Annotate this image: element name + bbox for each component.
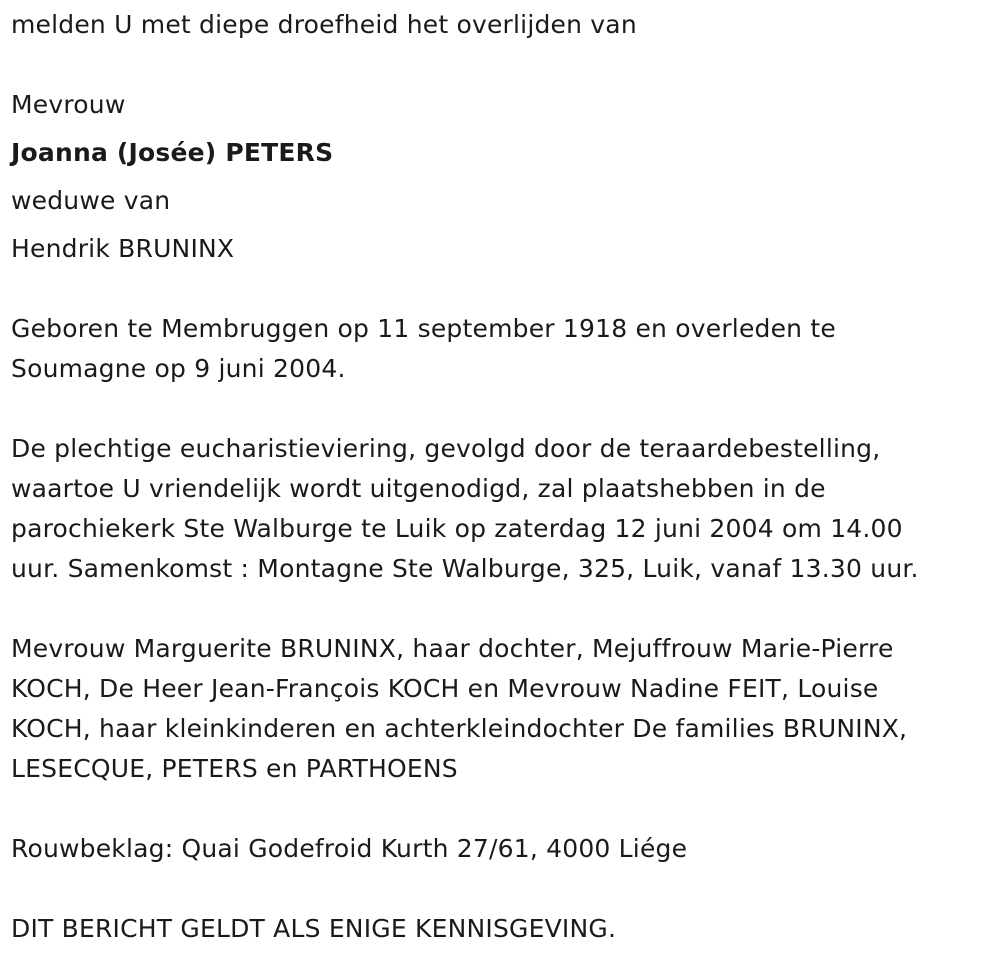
ceremony-line-3: parochiekerk Ste Walburge te Luik op zaterdag 12 juni 2004 om 14.00 <box>11 514 903 543</box>
birth-death-line-2: Soumagne op 9 juni 2004. <box>11 354 346 383</box>
deceased-name: Joanna (Josée) PETERS <box>11 138 334 167</box>
birth-death-line-1: Geboren te Membruggen op 11 september 1918 en overleden te <box>11 314 836 343</box>
intro-text: melden U met diepe droefheid het overlijden van <box>11 10 637 39</box>
family-line-1: Mevrouw Marguerite BRUNINX, haar dochter, Mejuffrouw Marie-Pierre <box>11 634 894 663</box>
spouse-name: Hendrik BRUNINX <box>11 234 235 263</box>
relation-text: weduwe van <box>11 186 171 215</box>
ceremony-line-4: uur. Samenkomst : Montagne Ste Walburge, 325, Luik, vanaf 13.30 uur. <box>11 554 919 583</box>
ceremony-line-2: waartoe U vriendelijk wordt uitgenodigd, zal plaatshebben in de <box>11 474 826 503</box>
deceased-title: Mevrouw <box>11 90 126 119</box>
family-line-3: KOCH, haar kleinkinderen en achterkleindochter De families BRUNINX, <box>11 714 908 743</box>
ceremony-line-1: De plechtige eucharistieviering, gevolgd door de teraardebestelling, <box>11 434 881 463</box>
closing-statement: DIT BERICHT GELDT ALS ENIGE KENNISGEVING. <box>11 914 617 943</box>
family-line-4: LESECQUE, PETERS en PARTHOENS <box>11 754 458 783</box>
family-line-2: KOCH, De Heer Jean-François KOCH en Mevrouw Nadine FEIT, Louise <box>11 674 879 703</box>
condolences-address: Rouwbeklag: Quai Godefroid Kurth 27/61, 4000 Liége <box>11 834 688 863</box>
